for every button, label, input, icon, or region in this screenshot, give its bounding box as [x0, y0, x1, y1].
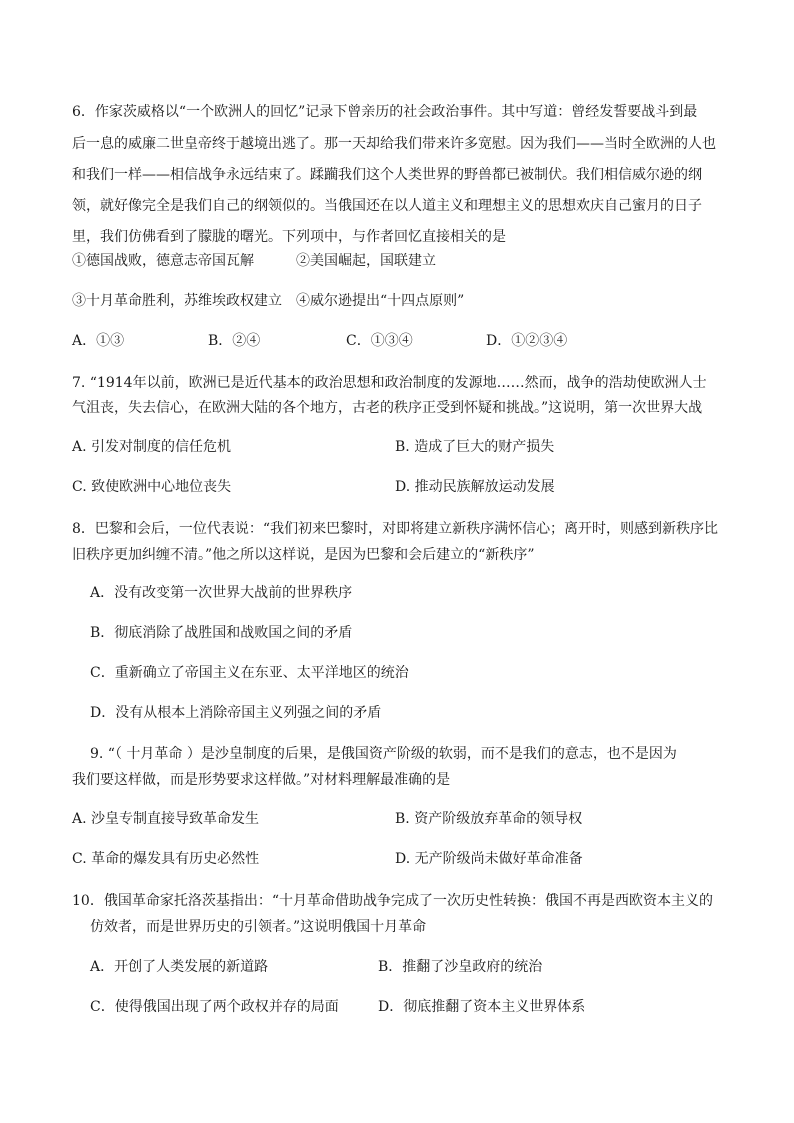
q6-option-a: A．①③: [72, 333, 125, 349]
q8-option-c: C．重新确立了帝国主义在东亚、太平洋地区的统治: [90, 665, 409, 681]
q6-item-4: ④威尔逊提出“十四点原则”: [296, 293, 465, 309]
q9-option-b: B. 资产阶级放弃革命的领导权: [395, 811, 583, 827]
q6-stem-line-4: 领，就好像完全是我们自己的纲领似的。当俄国还在以人道主义和理想主义的思想欢庆自己蜜月的日子: [72, 198, 702, 214]
q6-stem-line-1: 6．作家茨威格以“一个欧洲人的回忆”记录下曾亲历的社会政治事件。其中写道：曾经发誓要战斗到最: [72, 104, 698, 120]
q7-option-c: C. 致使欧洲中心地位丧失: [72, 479, 232, 495]
q8-stem-line-1: 8．巴黎和会后，一位代表说：“我们初来巴黎时，对即将建立新秩序满怀信心；离开时，则感到新秩序比: [72, 521, 719, 537]
q6-stem-line-5: 里，我们仿佛看到了朦胧的曙光。下列项中，与作者回忆直接相关的是: [72, 229, 506, 245]
q9-option-c: C. 革命的爆发具有历史必然性: [72, 851, 260, 867]
q6-stem-line-2: 后一息的威廉二世皇帝终于越境出逃了。那一天却给我们带来许多宽慰。因为我们——当时全欧洲的人也: [72, 136, 716, 152]
q10-option-b: B．推翻了沙皇政府的统治: [378, 959, 543, 975]
q7-option-a: A. 引发对制度的信任危机: [72, 439, 232, 455]
q9-stem-line-2: 我们要这样做，而是形势要求这样做。”对材料理解最准确的是: [72, 772, 451, 788]
q6-item-1: ①德国战败，德意志帝国瓦解: [72, 253, 254, 269]
q8-option-d: D．没有从根本上消除帝国主义列强之间的矛盾: [90, 705, 382, 721]
q8-option-a: A．没有改变第一次世界大战前的世界秩序: [90, 585, 353, 601]
q9-stem-line-1: 9. “（ 十月革命 ）是沙皇制度的后果，是俄国资产阶级的软弱，而不是我们的意志，也不是因为: [90, 746, 677, 762]
q8-stem-line-2: 旧秩序更加纠缠不清。”他之所以这样说，是因为巴黎和会后建立的“新秩序”: [72, 547, 535, 563]
q7-option-b: B. 造成了巨大的财产损失: [395, 439, 555, 455]
q7-stem-line-2: 气沮丧，失去信心，在欧洲大陆的各个地方，古老的秩序正受到怀疑和挑战。”这说明，第一次世界大战: [72, 400, 703, 416]
q6-option-d: D．①②③④: [486, 333, 568, 349]
q10-option-a: A．开创了人类发展的新道路: [90, 959, 269, 975]
q7-option-d: D. 推动民族解放运动发展: [395, 479, 555, 495]
q6-option-c: C．①③④: [346, 333, 413, 349]
q9-option-a: A. 沙皇专制直接导致革命发生: [72, 811, 260, 827]
q6-stem-line-3: 和我们一样——相信战争永远结束了。蹂躏我们这个人类世界的野兽都已被制伏。我们相信威尔逊的纲: [72, 167, 702, 183]
q9-option-d: D. 无产阶级尚未做好革命准备: [395, 851, 583, 867]
q10-option-c: C．使得俄国出现了两个政权并存的局面: [90, 999, 339, 1015]
q6-item-3: ③十月革命胜利，苏维埃政权建立: [72, 293, 282, 309]
q10-option-d: D．彻底推翻了资本主义世界体系: [378, 999, 586, 1015]
q6-option-b: B．②④: [208, 333, 261, 349]
q6-item-2: ②美国崛起，国联建立: [296, 253, 436, 269]
q8-option-b: B．彻底消除了战胜国和战败国之间的矛盾: [90, 625, 353, 641]
q10-stem-line-1: 10．俄国革命家托洛茨基指出：“十月革命借助战争完成了一次历史性转换：俄国不再是西欧资本主义的: [72, 893, 713, 909]
q7-stem-line-1: 7. “1914年以前，欧洲已是近代基本的政治思想和政治制度的发源地……然而，战争的浩劫使欧洲人士: [72, 375, 707, 391]
q10-stem-line-2: 仿效者，而是世界历史的引领者。”这说明俄国十月革命: [90, 919, 427, 935]
